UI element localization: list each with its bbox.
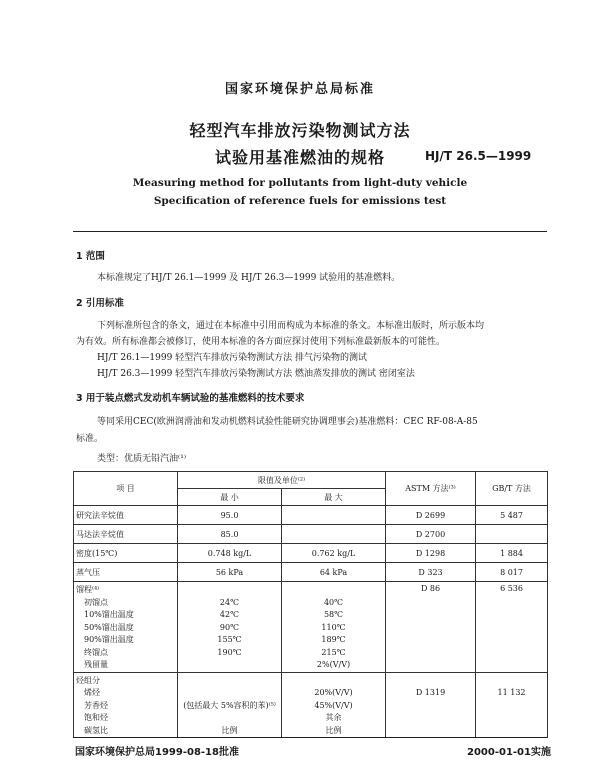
- section-1-heading: 1 范围: [76, 251, 105, 262]
- cell-max: [282, 506, 386, 525]
- section-3-paragraph-2: 标准。: [76, 434, 104, 444]
- distillation-item: 残留量: [84, 660, 108, 669]
- fuel-spec-table: [73, 471, 548, 738]
- cell-min: 85.0: [178, 525, 282, 544]
- hydrocarbon-max: 20%(V/V): [314, 688, 353, 697]
- fuel-type-line: 类型：优质无铅汽油⁽¹⁾: [97, 454, 187, 464]
- cell-item: 马达法辛烷值: [74, 525, 178, 544]
- distillation-item: 50%馏出温度: [84, 622, 134, 632]
- table-row: [74, 506, 548, 525]
- cell-astm: D 86: [386, 582, 476, 673]
- cell-item: 密度(15℃): [74, 544, 178, 563]
- distillation-min: [180, 659, 279, 672]
- cell-gbt: 6 536: [476, 582, 548, 673]
- cell-min: 56 kPa: [178, 563, 282, 582]
- cell-astm: D 1298: [386, 544, 476, 563]
- cell-min: [178, 672, 282, 738]
- distillation-min: 190℃: [217, 647, 242, 657]
- distillation-min: [180, 584, 279, 597]
- table-row: [74, 563, 548, 582]
- hydrocarbon-min: (包括最大 5%容积的苯)⁽⁵⁾: [183, 700, 276, 710]
- section-2-heading: 2 引用标准: [76, 298, 124, 309]
- cell-min: 0.748 kg/L: [178, 544, 282, 563]
- distillation-max: 215℃: [321, 647, 346, 657]
- title-line-1: 轻型汽车排放污染物测试方法: [189, 121, 411, 140]
- distillation-max: 58℃: [323, 610, 344, 619]
- cell-gbt: 1 884: [476, 544, 548, 563]
- effective-date: 2000-01-01实施: [467, 747, 551, 758]
- cell-min: 95.0: [178, 506, 282, 525]
- cell-gbt: 11 132: [476, 672, 548, 738]
- section-3-heading: 3 用于装点燃式发动机车辆试验的基准燃料的技术要求: [76, 393, 305, 404]
- cell-min: [178, 582, 282, 673]
- cell-item: 蒸气压: [74, 563, 178, 582]
- hydrocarbon-max: 45%(V/V): [314, 700, 353, 710]
- section-1-paragraph: 本标准规定了HJ/T 26.1—1999 及 HJ/T 26.3—1999 试验用的基准燃料。: [97, 273, 401, 283]
- hydrocarbon-item: 碳氢比: [84, 725, 108, 735]
- standard-number: HJ/T 26.5—1999: [425, 149, 532, 163]
- cell-gbt: 8 017: [476, 563, 548, 582]
- english-title-line-1: Measuring method for pollutants from light-duty vehicle: [132, 177, 468, 189]
- distillation-max: 40℃: [323, 597, 344, 607]
- cell-astm: D 1319: [386, 672, 476, 738]
- header-item: 项 目: [74, 472, 178, 506]
- distillation-item: 10%馏出温度: [84, 610, 134, 619]
- cell-gbt: 5 487: [476, 506, 548, 525]
- cell-item: [74, 672, 178, 738]
- section-3-paragraph-1: 等同采用CEC(欧洲润滑油和发动机燃料试验性能研究协调理事会)基准燃料：CEC RF-08-A-85: [97, 417, 478, 427]
- hydrocarbon-max: 其余: [325, 713, 342, 722]
- reference-standard-2: HJ/T 26.3—1999 轻型汽车排放污染物测试方法 燃油蒸发排放的测试 密闭室法: [97, 369, 415, 379]
- header-limits: 限值及单位⁽²⁾: [178, 472, 386, 489]
- cell-max: [282, 672, 386, 738]
- distillation-max: [284, 584, 383, 597]
- hydrocarbon-min: [180, 712, 279, 725]
- distillation-min: 24℃: [219, 597, 240, 607]
- distillation-max: 110℃: [321, 622, 346, 632]
- distillation-min: 155℃: [217, 635, 242, 644]
- cell-astm: D 2699: [386, 506, 476, 525]
- header-astm: ASTM 方法⁽³⁾: [386, 472, 476, 506]
- distillation-min: 42℃: [219, 610, 240, 619]
- header-divider: [73, 231, 547, 232]
- english-title-line-2: Specification of reference fuels for emissions test: [153, 195, 447, 207]
- hydrocarbon-max: [284, 675, 383, 688]
- cell-max: 0.762 kg/L: [282, 544, 386, 563]
- hydrocarbon-label: 烃组分: [76, 675, 100, 685]
- hydrocarbon-item: 芳香烃: [84, 700, 108, 710]
- cell-astm: D 2700: [386, 525, 476, 544]
- cell-max: [282, 525, 386, 544]
- hydrocarbon-item: 饱和烃: [84, 713, 108, 722]
- hydrocarbon-min: [180, 675, 279, 688]
- cell-item: [74, 582, 178, 673]
- reference-standard-1: HJ/T 26.1—1999 轻型汽车排放污染物测试方法 排气污染物的测试: [97, 353, 368, 363]
- distillation-item: 90%馏出温度: [84, 635, 134, 644]
- title-line-2: 试验用基准燃油的规格: [214, 148, 385, 167]
- table-row-distillation: [74, 582, 548, 673]
- distillation-min: 90℃: [219, 622, 240, 632]
- table-row: [74, 525, 548, 544]
- issuing-agency: 国家环境保护总局标准: [224, 82, 375, 97]
- cell-astm: D 323: [386, 563, 476, 582]
- footer-divider: [73, 737, 547, 738]
- distillation-max: 189℃: [321, 635, 346, 644]
- cell-max: [282, 582, 386, 673]
- hydrocarbon-item: 烯烃: [84, 688, 100, 697]
- distillation-max: 2%(V/V): [316, 660, 351, 669]
- distillation-item: 初馏点: [84, 597, 108, 607]
- cell-gbt: [476, 525, 548, 544]
- section-2-paragraph-2: 为有效。所有标准都会被修订，使用本标准的各方面应探讨使用下列标准最新版本的可能性。: [76, 337, 446, 347]
- distillation-label: 馏程⁽⁴⁾: [76, 585, 100, 594]
- cell-max: 64 kPa: [282, 563, 386, 582]
- hydrocarbon-min: 比例: [221, 725, 238, 735]
- hydrocarbon-min: [180, 687, 279, 700]
- hydrocarbon-max: 比例: [325, 725, 342, 735]
- header-gbt: GB/T 方法: [476, 472, 548, 506]
- approval-date: 国家环境保护总局1999-08-18批准: [75, 747, 239, 758]
- table-row: [74, 544, 548, 563]
- table-row-hydrocarbons: [74, 672, 548, 738]
- distillation-item: 终馏点: [84, 647, 108, 657]
- header-max: 最 大: [282, 489, 386, 506]
- section-2-paragraph-1: 下列标准所包含的条文，通过在本标准中引用而构成为本标准的条文。本标准出版时，所示版本均: [97, 321, 485, 331]
- header-min: 最 小: [178, 489, 282, 506]
- cell-item: 研究法辛烷值: [74, 506, 178, 525]
